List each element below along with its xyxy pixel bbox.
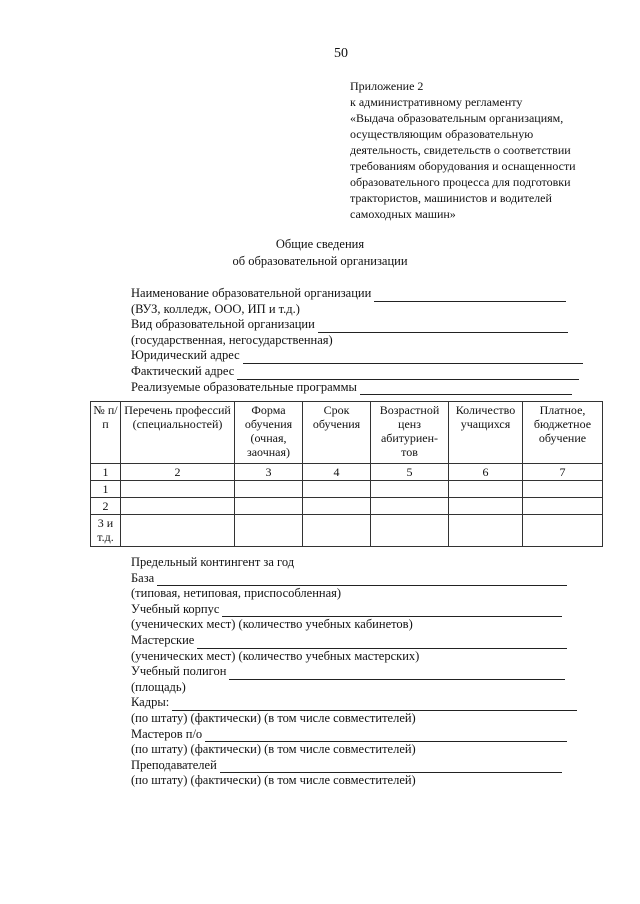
column-number: 2 <box>121 464 235 481</box>
table-cell[interactable] <box>303 481 371 498</box>
appendix-line: трактористов, машинистов и водителей <box>350 191 552 205</box>
table-cell[interactable] <box>371 481 449 498</box>
table-cell[interactable] <box>121 498 235 515</box>
actual-address-field[interactable] <box>131 364 591 380</box>
appendix-line: «Выдача образовательным организациям, <box>350 111 564 125</box>
staff-label: Кадры: <box>131 695 170 710</box>
heading-line-1: Общие сведения <box>275 237 365 251</box>
polygon-label: Учебный полигон <box>131 664 227 679</box>
appendix-line: к административному регламенту <box>350 95 523 109</box>
column-number: 3 <box>235 464 303 481</box>
table-cell[interactable] <box>235 481 303 498</box>
programs-field[interactable] <box>131 380 591 396</box>
column-number: 4 <box>303 464 371 481</box>
base-line[interactable] <box>157 574 567 586</box>
teachers-label: Преподавателей <box>131 757 217 772</box>
row-number: 3 и т.д. <box>91 515 121 547</box>
org-name-note: (ВУЗ, колледж, ООО, ИП и т.д.) <box>131 301 300 316</box>
table-cell[interactable] <box>303 515 371 547</box>
table-row <box>91 515 603 547</box>
polygon-field[interactable] <box>131 664 591 680</box>
appendix-line: деятельность, свидетельств о соответствии <box>350 143 571 157</box>
legal-address-field[interactable] <box>131 348 591 364</box>
staff-field[interactable] <box>131 695 591 711</box>
header-payment-type: Платное, бюджетное обучение <box>523 402 603 464</box>
org-name-label: Наименование образовательной организации <box>131 286 372 300</box>
polygon-note: (площадь) <box>131 679 186 694</box>
org-name-field[interactable] <box>131 286 591 302</box>
page-number: 50 <box>334 46 348 61</box>
appendix-block <box>350 78 600 222</box>
masters-line[interactable] <box>205 730 567 742</box>
professions-table <box>90 401 603 547</box>
table-cell[interactable] <box>235 515 303 547</box>
masters-label: Мастеров п/о <box>131 726 203 741</box>
table-header-row <box>91 402 603 464</box>
column-number: 7 <box>523 464 603 481</box>
teachers-field[interactable] <box>131 758 591 774</box>
table-cell[interactable] <box>523 515 603 547</box>
table-cell[interactable] <box>449 515 523 547</box>
row-number: 2 <box>91 498 121 515</box>
column-number: 6 <box>449 464 523 481</box>
appendix-line: самоходных машин» <box>350 207 456 221</box>
table-cell[interactable] <box>449 481 523 498</box>
column-number-row <box>91 464 603 481</box>
form-heading <box>0 236 640 270</box>
table-cell[interactable] <box>371 498 449 515</box>
table-row <box>91 481 603 498</box>
actual-address-line[interactable] <box>237 368 579 380</box>
table-row <box>91 498 603 515</box>
base-field[interactable] <box>131 571 591 587</box>
org-type-label: Вид образовательной организации <box>131 317 315 332</box>
row-number: 1 <box>91 481 121 498</box>
header-study-term: Срок обучения <box>303 402 371 464</box>
student-limit-section <box>131 555 591 789</box>
table-cell[interactable] <box>523 498 603 515</box>
appendix-line: требованиям оборудования и оснащенности <box>350 159 576 173</box>
actual-address-label: Фактический адрес <box>131 363 235 378</box>
base-note: (типовая, нетиповая, приспособленная) <box>131 586 342 601</box>
appendix-line: образовательного процесса для подготовки <box>350 175 571 189</box>
masters-note: (по штату) (фактически) (в том числе совместителей) <box>131 742 416 757</box>
table-cell[interactable] <box>371 515 449 547</box>
header-number: № п/п <box>91 402 121 464</box>
workshops-note: (ученических мест) (количество учебных мастерских) <box>131 648 420 663</box>
table-cell[interactable] <box>303 498 371 515</box>
table-cell[interactable] <box>449 498 523 515</box>
building-label: Учебный корпус <box>131 601 220 616</box>
heading-line-2: об образовательной организации <box>232 254 408 268</box>
table-cell[interactable] <box>235 498 303 515</box>
table-cell[interactable] <box>121 515 235 547</box>
polygon-line[interactable] <box>229 668 565 680</box>
teachers-note: (по штату) (фактически) (в том числе совместителей) <box>131 773 416 788</box>
workshops-line[interactable] <box>197 637 567 649</box>
header-professions: Перечень профессий (специальностей) <box>121 402 235 464</box>
org-type-field[interactable] <box>131 317 591 333</box>
workshops-field[interactable] <box>131 633 591 649</box>
org-info-fields <box>131 286 591 395</box>
masters-field[interactable] <box>131 727 591 743</box>
appendix-line: осуществляющим образовательную <box>350 127 534 141</box>
legal-address-line[interactable] <box>243 352 583 364</box>
column-number: 1 <box>91 464 121 481</box>
org-name-line[interactable] <box>374 290 566 302</box>
staff-note: (по штату) (фактически) (в том числе совместителей) <box>131 710 416 725</box>
org-type-note: (государственная, негосударственная) <box>131 332 333 347</box>
building-note: (ученических мест) (количество учебных кабинетов) <box>131 617 413 632</box>
limits-title: Предельный контингент за год <box>131 555 295 569</box>
table-cell[interactable] <box>121 481 235 498</box>
legal-address-label: Юридический адрес <box>131 348 240 363</box>
teachers-line[interactable] <box>220 761 562 773</box>
org-type-line[interactable] <box>318 321 568 333</box>
building-field[interactable] <box>131 602 591 618</box>
header-students-count: Количество учащихся <box>449 402 523 464</box>
programs-label: Реализуемые образовательные программы <box>131 379 357 394</box>
programs-line[interactable] <box>360 383 572 395</box>
column-number: 5 <box>371 464 449 481</box>
building-line[interactable] <box>222 605 562 617</box>
base-label: База <box>131 570 155 585</box>
header-study-form: Форма обучения (очная, заочная) <box>235 402 303 464</box>
table-cell[interactable] <box>523 481 603 498</box>
header-age-limit: Возрастной ценз абитуриен-тов <box>371 402 449 464</box>
appendix-line: Приложение 2 <box>350 79 424 93</box>
staff-line[interactable] <box>172 699 577 711</box>
workshops-label: Мастерские <box>131 632 195 647</box>
